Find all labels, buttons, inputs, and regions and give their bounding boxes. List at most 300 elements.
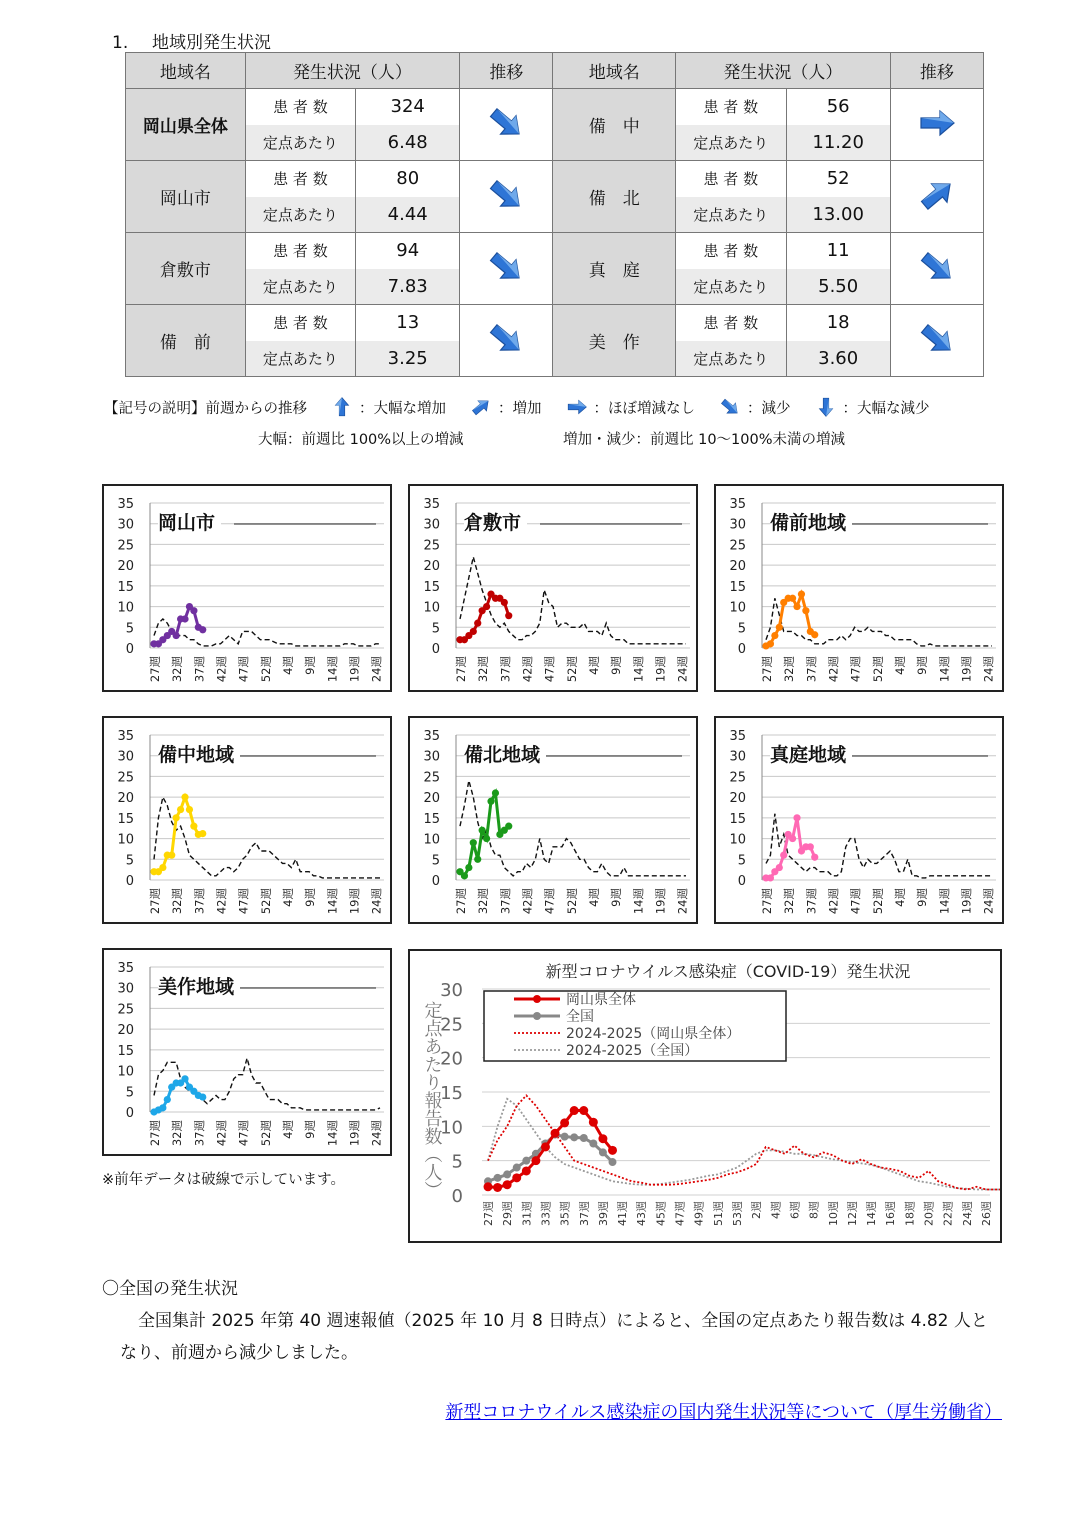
x-tick-label: 9週 xyxy=(609,888,624,907)
patients-value: 52 xyxy=(786,161,890,197)
region-chart-svg xyxy=(104,950,390,1154)
y-tick-label: 20 xyxy=(729,559,746,575)
x-tick-label: 27週 xyxy=(760,656,774,683)
trend-cell xyxy=(890,233,983,305)
x-tick-label: 16週 xyxy=(884,1201,898,1226)
per-point-label: 定点あたり xyxy=(245,269,356,305)
y-tick-label: 0 xyxy=(125,642,134,657)
y-tick-label: 35 xyxy=(117,497,134,512)
x-tick-label: 9週 xyxy=(915,656,930,675)
data-point xyxy=(177,806,184,813)
data-point xyxy=(501,599,508,606)
x-tick-label: 42週 xyxy=(520,888,535,915)
data-point xyxy=(487,798,494,805)
data-point xyxy=(789,595,796,602)
region-name: 美 作 xyxy=(553,305,676,377)
data-point xyxy=(168,852,175,859)
y-tick-label: 35 xyxy=(423,497,440,512)
pref-point xyxy=(551,1129,560,1138)
patients-label: 患 者 数 xyxy=(676,89,787,125)
y-tick-label: 25 xyxy=(117,538,134,554)
x-tick-label: 14週 xyxy=(937,656,952,683)
x-tick-label: 32週 xyxy=(782,888,797,915)
table-header-row xyxy=(126,53,984,89)
table-row xyxy=(126,161,984,197)
y-tick-label: 15 xyxy=(423,811,440,827)
section-heading xyxy=(112,28,271,53)
x-tick-label: 45週 xyxy=(654,1201,668,1226)
patients-label: 患 者 数 xyxy=(245,305,356,341)
legend-marker xyxy=(533,995,541,1003)
data-point xyxy=(483,835,490,842)
x-tick-label: 27週 xyxy=(148,656,162,683)
region-name: 真 庭 xyxy=(553,233,676,305)
x-tick-label: 42週 xyxy=(520,656,535,683)
x-tick-label: 42週 xyxy=(826,888,841,915)
y-tick-label: 15 xyxy=(117,1043,134,1059)
region-chart xyxy=(102,716,392,924)
decrease-arrow-icon xyxy=(486,247,526,287)
x-tick-label: 41週 xyxy=(616,1201,630,1226)
legend-item xyxy=(719,396,791,418)
data-point xyxy=(798,591,805,598)
mhlw-link[interactable]: 新型コロナウイルス感染症の国内発生状況等について（厚生労働省） xyxy=(445,1402,1002,1423)
y-tick-label: 20 xyxy=(117,559,134,575)
patients-label: 患 者 数 xyxy=(676,305,787,341)
pref-point xyxy=(503,1180,512,1189)
x-tick-label: 37週 xyxy=(192,656,207,683)
x-tick-label: 52週 xyxy=(870,888,885,915)
x-tick-label: 9週 xyxy=(915,888,930,907)
y-tick-label: 25 xyxy=(117,770,134,786)
legend-title: 【記号の説明】前週からの推移 xyxy=(104,400,307,417)
data-point xyxy=(505,823,512,830)
x-tick-label: 8週 xyxy=(807,1201,821,1219)
x-tick-label: 22週 xyxy=(941,1201,955,1226)
legend-item-label: ：増加 xyxy=(498,400,542,417)
x-tick-label: 33週 xyxy=(539,1201,553,1226)
x-tick-label: 47週 xyxy=(848,888,863,915)
y-tick-label: 0 xyxy=(125,874,134,889)
header-status: 発生状況（人） xyxy=(245,53,460,89)
x-tick-label: 14週 xyxy=(325,1120,340,1147)
y-tick-label: 15 xyxy=(729,811,746,827)
x-tick-label: 6週 xyxy=(788,1201,802,1219)
header-trend: 推移 xyxy=(460,53,553,89)
x-tick-label: 24週 xyxy=(369,888,384,915)
per-point-label: 定点あたり xyxy=(245,341,356,377)
y-tick-label: 0 xyxy=(125,1106,134,1121)
x-tick-label: 37週 xyxy=(498,656,513,683)
region-chart xyxy=(408,484,698,692)
x-tick-label: 52週 xyxy=(258,1120,273,1147)
y-tick-label: 10 xyxy=(440,1117,463,1139)
chart-title: 真庭地域 xyxy=(770,740,852,767)
x-tick-label: 27週 xyxy=(148,1120,162,1147)
y-tick-label: 25 xyxy=(440,1014,463,1036)
data-point xyxy=(190,607,197,614)
data-point xyxy=(199,1093,206,1100)
pref-point xyxy=(579,1106,588,1115)
x-tick-label: 12週 xyxy=(845,1201,859,1226)
overview-chart-svg xyxy=(410,951,1000,1241)
data-point xyxy=(461,872,468,879)
legend-item-label: ：ほぼ増減なし xyxy=(593,400,695,417)
x-tick-label: 26週 xyxy=(980,1201,993,1226)
x-tick-label: 32週 xyxy=(170,656,185,683)
table-row xyxy=(126,305,984,341)
y-tick-label: 0 xyxy=(451,1186,463,1207)
data-point xyxy=(465,864,472,871)
region-name: 備 中 xyxy=(553,89,676,161)
x-tick-label: 20週 xyxy=(922,1201,936,1226)
y-tick-label: 15 xyxy=(440,1083,463,1104)
patients-label: 患 者 数 xyxy=(245,89,356,125)
x-tick-label: 52週 xyxy=(870,656,885,683)
y-tick-label: 25 xyxy=(729,770,746,786)
prev-national-line xyxy=(488,1099,1000,1190)
region-name: 岡山市 xyxy=(126,161,246,233)
decrease-arrow-icon xyxy=(917,319,957,359)
increase-arrow-icon xyxy=(917,175,957,215)
covid-overview-chart xyxy=(408,949,1002,1243)
y-tick-label: 5 xyxy=(737,853,746,869)
y-tick-label: 35 xyxy=(117,729,134,744)
y-tick-label: 5 xyxy=(431,621,440,637)
trend-cell xyxy=(890,305,983,377)
y-tick-label: 35 xyxy=(117,961,134,976)
per-point-label: 定点あたり xyxy=(676,269,787,305)
data-point xyxy=(492,789,499,796)
patients-label: 患 者 数 xyxy=(676,161,787,197)
y-tick-label: 30 xyxy=(117,981,134,997)
y-tick-label: 5 xyxy=(431,853,440,869)
x-tick-label: 24週 xyxy=(960,1201,974,1226)
x-tick-label: 24週 xyxy=(369,656,384,683)
national-point xyxy=(589,1140,597,1148)
patients-value: 324 xyxy=(356,89,460,125)
patients-label: 患 者 数 xyxy=(245,233,356,269)
x-tick-label: 19週 xyxy=(347,1120,362,1147)
big-increase-arrow-icon xyxy=(331,396,353,418)
patients-value: 94 xyxy=(356,233,460,269)
x-tick-label: 31週 xyxy=(520,1201,534,1226)
chart-title: 備中地域 xyxy=(158,740,240,767)
per-point-value: 6.48 xyxy=(356,125,460,161)
pref-point xyxy=(484,1182,493,1191)
per-point-value: 5.50 xyxy=(786,269,890,305)
x-tick-label: 4週 xyxy=(892,656,907,675)
data-point xyxy=(199,626,206,633)
per-point-value: 11.20 xyxy=(786,125,890,161)
x-tick-label: 2週 xyxy=(750,1201,764,1219)
pref-point xyxy=(541,1142,550,1151)
x-tick-label: 42週 xyxy=(826,656,841,683)
x-tick-label: 47週 xyxy=(848,656,863,683)
pref-point xyxy=(608,1146,617,1155)
data-point xyxy=(505,612,512,619)
chart-title: 倉敷市 xyxy=(464,508,527,535)
symbol-legend xyxy=(104,396,930,418)
region-chart-svg xyxy=(410,718,696,922)
data-point xyxy=(780,852,787,859)
pref-point xyxy=(589,1118,598,1127)
x-tick-label: 43週 xyxy=(635,1201,649,1226)
legend-item xyxy=(566,396,696,418)
trend-cell xyxy=(890,89,983,161)
y-tick-label: 0 xyxy=(431,642,440,657)
data-point xyxy=(173,814,180,821)
region-name: 備 前 xyxy=(126,305,246,377)
patients-value: 80 xyxy=(356,161,460,197)
data-point xyxy=(811,631,818,638)
region-name: 備 北 xyxy=(553,161,676,233)
trend-cell xyxy=(890,161,983,233)
y-axis-label: 定点あたり報告数（人） xyxy=(421,1001,443,1199)
legend-marker xyxy=(533,1012,541,1020)
pref-point xyxy=(570,1106,579,1115)
y-tick-label: 25 xyxy=(729,538,746,554)
y-tick-label: 20 xyxy=(440,1048,463,1070)
patients-value: 13 xyxy=(356,305,460,341)
national-point xyxy=(570,1133,578,1141)
decrease-arrow-icon xyxy=(719,396,741,418)
national-heading: 〇全国の発生状況 xyxy=(102,1279,238,1299)
per-point-value: 4.44 xyxy=(356,197,460,233)
national-point xyxy=(599,1148,607,1156)
data-point xyxy=(807,843,814,850)
x-tick-label: 47週 xyxy=(673,1201,687,1226)
x-tick-label: 4週 xyxy=(280,656,295,675)
national-point xyxy=(561,1133,569,1141)
x-tick-label: 24週 xyxy=(981,656,996,683)
x-tick-label: 37週 xyxy=(192,1120,207,1147)
region-name: 倉敷市 xyxy=(126,233,246,305)
x-tick-label: 32週 xyxy=(170,888,185,915)
per-point-label: 定点あたり xyxy=(676,125,787,161)
y-tick-label: 10 xyxy=(729,832,746,848)
flat-arrow-icon xyxy=(566,396,588,418)
pref-point xyxy=(522,1166,531,1175)
x-tick-label: 42週 xyxy=(214,1120,229,1147)
x-tick-label: 37週 xyxy=(498,888,513,915)
data-point xyxy=(173,632,180,639)
data-point xyxy=(776,864,783,871)
national-paragraph: 全国集計 2025 年第 40 週速報値（2025 年 10 月 8 日時点）によると、全国の定点あたり報告数は 4.82 人となり、前週から減少しました。 xyxy=(120,1311,988,1363)
x-tick-label: 19週 xyxy=(347,656,362,683)
table-row xyxy=(126,233,984,269)
y-tick-label: 20 xyxy=(729,791,746,807)
decrease-arrow-icon xyxy=(486,103,526,143)
y-tick-label: 20 xyxy=(117,791,134,807)
data-point xyxy=(199,830,206,837)
x-tick-label: 27週 xyxy=(760,888,774,915)
legend-item-label: ：大幅な減少 xyxy=(842,400,930,417)
x-tick-label: 9週 xyxy=(303,888,318,907)
per-point-value: 7.83 xyxy=(356,269,460,305)
patients-label: 患 者 数 xyxy=(676,233,787,269)
y-tick-label: 35 xyxy=(729,729,746,744)
data-point xyxy=(767,640,774,647)
y-tick-label: 25 xyxy=(117,1002,134,1018)
header-trend-2: 推移 xyxy=(890,53,983,89)
x-tick-label: 52週 xyxy=(564,656,579,683)
chart-title: 岡山市 xyxy=(158,508,221,535)
decrease-arrow-icon xyxy=(486,175,526,215)
y-tick-label: 5 xyxy=(737,621,746,637)
x-tick-label: 52週 xyxy=(564,888,579,915)
legend-label: 2024-2025（全国） xyxy=(566,1043,699,1059)
y-tick-label: 30 xyxy=(423,749,440,765)
x-tick-label: 52週 xyxy=(258,656,273,683)
flat-arrow-icon xyxy=(917,103,957,143)
x-tick-label: 9週 xyxy=(303,1120,318,1139)
x-tick-label: 14週 xyxy=(937,888,952,915)
national-point xyxy=(503,1170,511,1178)
x-tick-label: 37週 xyxy=(804,888,819,915)
x-tick-label: 32週 xyxy=(170,1120,185,1147)
legend-item xyxy=(815,396,930,418)
x-tick-label: 4週 xyxy=(769,1201,783,1219)
y-tick-label: 5 xyxy=(451,1151,463,1173)
data-point xyxy=(789,835,796,842)
data-point xyxy=(776,624,783,631)
trend-cell xyxy=(460,89,553,161)
y-tick-label: 30 xyxy=(117,517,134,533)
y-tick-label: 30 xyxy=(440,980,463,1001)
per-point-value: 13.00 xyxy=(786,197,890,233)
per-point-label: 定点あたり xyxy=(676,341,787,377)
x-tick-label: 47週 xyxy=(236,656,251,683)
y-tick-label: 5 xyxy=(125,1085,134,1101)
legend-note-small: 増加・減少：前週比 10〜100%未満の増減 xyxy=(563,432,846,448)
region-chart xyxy=(102,484,392,692)
legend-item-label: ：大幅な増加 xyxy=(359,400,446,417)
data-point xyxy=(771,632,778,639)
y-tick-label: 30 xyxy=(423,517,440,533)
pref-point xyxy=(598,1134,607,1143)
x-tick-label: 4週 xyxy=(892,888,907,907)
data-point xyxy=(190,823,197,830)
per-point-value: 3.60 xyxy=(786,341,890,377)
x-tick-label: 19週 xyxy=(653,888,668,915)
x-tick-label: 39週 xyxy=(596,1201,610,1226)
trend-cell xyxy=(460,233,553,305)
data-point xyxy=(159,1104,166,1111)
x-tick-label: 9週 xyxy=(303,656,318,675)
trend-cell xyxy=(460,305,553,377)
legend-label: 全国 xyxy=(566,1009,594,1025)
x-tick-label: 24週 xyxy=(675,656,690,683)
header-region: 地域名 xyxy=(126,53,246,89)
x-tick-label: 14週 xyxy=(631,656,646,683)
big-decrease-arrow-icon xyxy=(815,396,837,418)
national-point xyxy=(513,1164,521,1172)
data-point xyxy=(164,1096,171,1103)
x-tick-label: 19週 xyxy=(959,656,974,683)
patients-value: 18 xyxy=(786,305,890,341)
region-chart xyxy=(102,948,392,1156)
x-tick-label: 29週 xyxy=(501,1201,515,1226)
patients-value: 11 xyxy=(786,233,890,269)
data-point xyxy=(181,794,188,801)
y-tick-label: 20 xyxy=(117,1023,134,1039)
legend-note-big: 大幅：前週比 100%以上の増減 xyxy=(258,432,464,448)
y-tick-label: 15 xyxy=(423,579,440,595)
y-tick-label: 30 xyxy=(729,517,746,533)
data-point xyxy=(793,603,800,610)
x-tick-label: 42週 xyxy=(214,888,229,915)
x-tick-label: 32週 xyxy=(782,656,797,683)
per-point-value: 3.25 xyxy=(356,341,460,377)
y-tick-label: 10 xyxy=(117,1064,134,1080)
region-chart xyxy=(408,716,698,924)
x-tick-label: 9週 xyxy=(609,656,624,675)
y-tick-label: 35 xyxy=(729,497,746,512)
region-chart-svg xyxy=(716,718,1002,922)
y-tick-label: 10 xyxy=(423,600,440,616)
region-status-table xyxy=(125,52,984,377)
data-point xyxy=(470,628,477,635)
data-point xyxy=(474,620,481,627)
decrease-arrow-icon xyxy=(917,247,957,287)
region-chart-svg xyxy=(104,718,390,922)
region-chart-svg xyxy=(104,486,390,690)
y-tick-label: 0 xyxy=(737,642,746,657)
y-tick-label: 10 xyxy=(729,600,746,616)
pref-point xyxy=(560,1118,569,1127)
x-tick-label: 14週 xyxy=(631,888,646,915)
section-title: 地域別発生状況 xyxy=(152,33,271,53)
x-tick-label: 4週 xyxy=(280,888,295,907)
data-point xyxy=(474,856,481,863)
data-point xyxy=(186,806,193,813)
chart-title: 備北地域 xyxy=(464,740,546,767)
x-tick-label: 19週 xyxy=(347,888,362,915)
national-point xyxy=(494,1174,502,1182)
data-point xyxy=(479,827,486,834)
y-tick-label: 20 xyxy=(423,559,440,575)
per-point-label: 定点あたり xyxy=(245,125,356,161)
y-tick-label: 5 xyxy=(125,853,134,869)
y-tick-label: 15 xyxy=(117,579,134,595)
y-tick-label: 25 xyxy=(423,538,440,554)
pref-point xyxy=(531,1156,540,1165)
data-point xyxy=(802,607,809,614)
pref-point xyxy=(512,1173,521,1182)
x-tick-label: 24週 xyxy=(369,1120,384,1147)
x-tick-label: 14週 xyxy=(865,1201,879,1226)
chart-title: 備前地域 xyxy=(770,508,852,535)
x-tick-label: 47週 xyxy=(542,656,557,683)
trend-cell xyxy=(460,161,553,233)
x-tick-label: 4週 xyxy=(586,656,601,675)
x-tick-label: 27週 xyxy=(454,656,468,683)
data-point xyxy=(483,603,490,610)
table-row xyxy=(126,89,984,125)
x-tick-label: 4週 xyxy=(586,888,601,907)
x-tick-label: 19週 xyxy=(959,888,974,915)
y-tick-label: 5 xyxy=(125,621,134,637)
x-tick-label: 47週 xyxy=(542,888,557,915)
x-tick-label: 47週 xyxy=(236,1120,251,1147)
y-tick-label: 15 xyxy=(729,579,746,595)
region-chart-svg xyxy=(410,486,696,690)
prev-year-line xyxy=(154,619,380,646)
decrease-arrow-icon xyxy=(486,319,526,359)
x-tick-label: 27週 xyxy=(148,888,162,915)
prev-year-note: ※前年データは破線で示しています。 xyxy=(102,1172,345,1188)
